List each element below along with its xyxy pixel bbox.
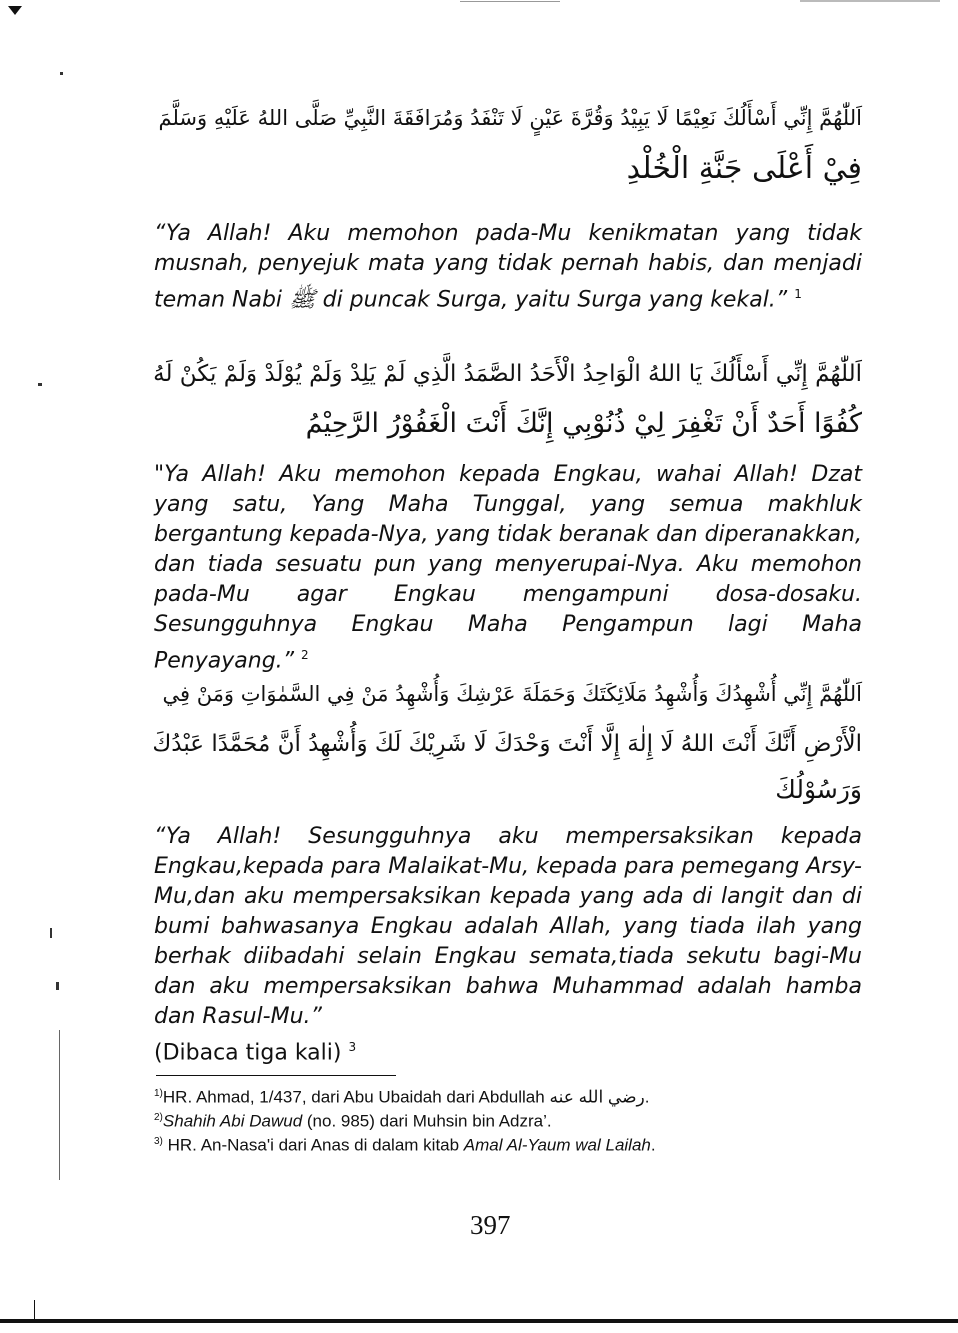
doa1-translation-text: “Ya Allah! Aku memohon pada-Mu kenikmatan yang tidak musnah, penyejuk mata yang tidak pernah habis, dan menjadi teman Nabi ﷺ di puncak Surga, yaitu Surga yang kekal.”: [154, 221, 862, 313]
footnote-separator: [156, 1075, 396, 1076]
footnote-2: [154, 1107, 552, 1133]
footnote-3-number: 3): [154, 1136, 163, 1147]
footnote-2-source: Shahih Abi Dawud: [162, 1111, 303, 1131]
footnote-3-text: HR. An-Nasa'i dari Anas di dalam kitab: [162, 1135, 464, 1155]
doa3-translation: [154, 822, 862, 1068]
scan-speck: [56, 982, 59, 990]
scan-corner-mark: [8, 6, 22, 15]
scan-bottom-tick: [34, 1300, 35, 1320]
doa1-arabic-line2: فِيْ أَعْلَى جَنَّةِ الْخُلْدِ: [626, 151, 862, 186]
footnote-ref-2: 2: [301, 648, 309, 662]
doa3-translation-text: “Ya Allah! Sesungguhnya aku mempersaksikan kepada Engkau,kepada para Malaikat-Mu, kepada para pemegang Arsy-Mu,dan aku mempersaksikan kepada yang ada di langit dan di bumi bahwasanya Engkau adalah Allah, yang tiada ilah yang berhak diibadahi selain Engkau semata,tiada sekutu bagi-Mu dan aku mempersaksikan bahwa Muhammad adalah hamba dan Rasul-Mu.”: [154, 824, 862, 1029]
doa3-arabic-line1: اَللّٰهُمَّ إِنِّي أُشْهِدُكَ وَأُشْهِدُ مَلَائِكَتَكَ وَحَمَلَةَ عَرْشِكَ وَأُشْهِدُ مَنْ فِي السَّمٰوَاتِ وَمَنْ فِي: [162, 682, 862, 706]
footnote-2-text: (no. 985) dari Muhsin bin Adzra’.: [302, 1111, 552, 1131]
doa1-translation: [154, 219, 862, 315]
doa2-arabic-line2: كُفُوًا أَحَدٌ أَنْ تَغْفِرَ لِيْ ذُنُوْبِي إِنَّكَ أَنْتَ الْغَفُوْرُ الرَّحِيْمُ: [305, 408, 862, 439]
footnote-3-source: Amal Al-Yaum wal Lailah: [463, 1135, 651, 1155]
footnote-2-number: 2): [154, 1112, 163, 1123]
doa1-arabic-line1: اَللّٰهُمَّ إِنِّي أَسْأَلُكَ نَعِيْمًا لَا يَبِيْدُ وَقُرَّةَ عَيْنٍ لَا تَنْفَدُ وَمُرَافَقَةَ النَّبِيِّ صَلَّى اللهُ عَلَيْهِ وَسَلَّمَ: [158, 106, 862, 130]
scan-speck: [50, 928, 52, 938]
scan-bottom-edge: [0, 1319, 958, 1323]
footnote-1-text: HR. Ahmad, 1/437, dari Abu Ubaidah dari Abdullah رضي الله عنه.: [162, 1087, 650, 1107]
scan-top-line-right: [800, 0, 940, 2]
doa2-translation-text: "Ya Allah! Aku memohon kepada Engkau, wahai Allah! Dzat yang satu, Yang Maha Tunggal, yang semua makhluk bergantung kepada-Nya, yang tidak beranak dan diperanakkan, dan tiada sesuatu pun yang menyerupai-Nya. Aku memohon pada-Mu agar Engkau mengampuni dosa-dosaku. Sesungguhnya Engkau Maha Pengampun lagi Maha Penyayang.”: [154, 462, 862, 674]
scan-top-line: [460, 1, 560, 2]
scan-margin-line: [59, 1030, 60, 1180]
footnote-3-end: .: [650, 1135, 656, 1155]
footnote-1-number: 1): [154, 1088, 163, 1099]
scan-speck: [38, 383, 42, 386]
page-number: 397: [470, 1210, 511, 1240]
doa2-arabic-line1: اَللّٰهُمَّ إِنِّي أَسْأَلُكَ يَا اللهُ الْوَاحِدُ الْأَحَدُ الصَّمَدُ الَّذِي لَمْ يَلِدْ وَلَمْ يُوْلَدْ وَلَمْ يَكُنْ لَهُ: [153, 361, 862, 387]
footnote-ref-1: 1: [794, 287, 802, 301]
doa3-note: (Dibaca tiga kali): [154, 1040, 342, 1066]
scan-speck: [60, 72, 63, 75]
footnote-1: [154, 1083, 649, 1109]
footnote-ref-3: 3: [348, 1040, 357, 1054]
doa2-translation: [154, 460, 862, 676]
doa3-arabic-line2: الْأَرْضِ أَنَّكَ أَنْتَ اللهُ لَا إِلٰهَ إِلَّا أَنْتَ وَحْدَكَ لَا شَرِيْكَ لَكَ وَأُشْهِدُ أَنَّ مُحَمَّدًا عَبْدُكَ: [152, 731, 862, 757]
doa3-arabic-line3: وَرَسُوْلُكَ: [775, 775, 862, 804]
footnote-3: [154, 1131, 656, 1157]
